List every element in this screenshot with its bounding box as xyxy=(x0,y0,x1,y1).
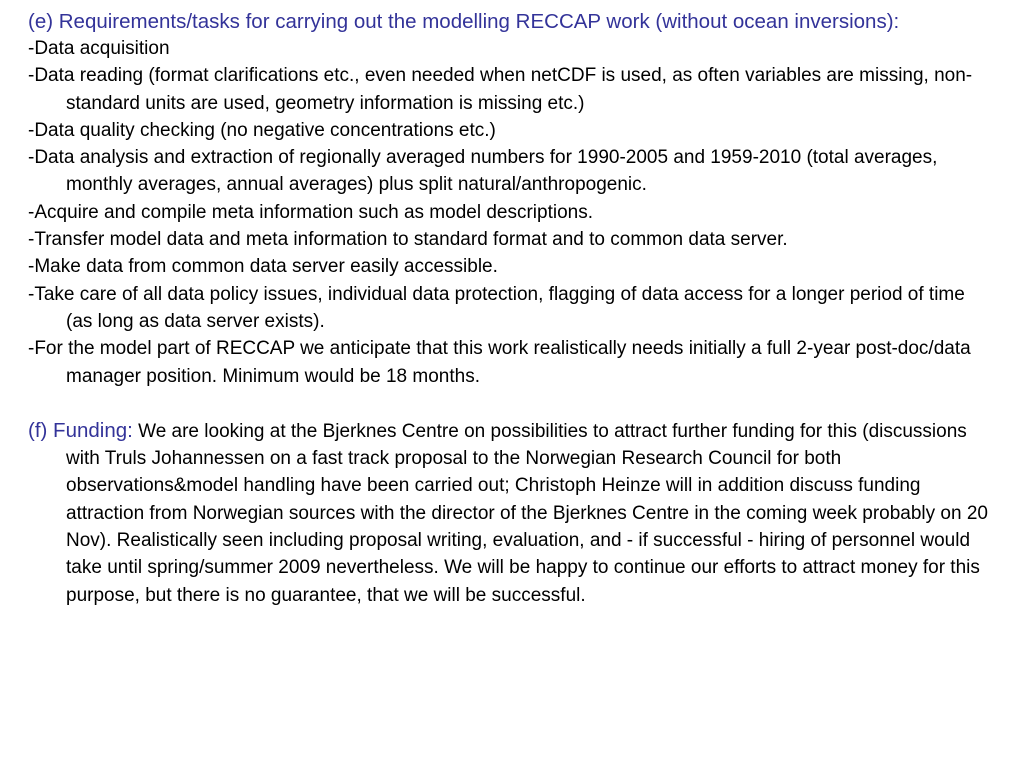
requirement-item: -Data quality checking (no negative concentrations etc.) xyxy=(28,119,496,141)
funding-text: We are looking at the Bjerknes Centre on possibilities to attract further funding for this (discussions with Truls Johannessen on a fast track proposal to the Norwegian Research Council for both observations&model handling have been carried out; Christoph Heinze will in addition discuss funding attraction from Norwegian sources with the director of the Bjerknes Centre in the coming week probably on 20 Nov). Realistically seen including proposal writing, evaluation, and - if successful - hiring of personnel would take until spring/summer 2009 nevertheless. We will be happy to continue our efforts to attract money for this purpose, but there is no guarantee, that we will be successful. xyxy=(66,420,988,606)
requirement-item: -Make data from common data server easily accessible. xyxy=(28,256,498,278)
requirement-item: -Acquire and compile meta information such as model descriptions. xyxy=(28,201,593,223)
requirement-item: -Data reading (format clarifications etc., even needed when netCDF is used, as often variables are missing, non-standard units are used, geometry information is missing etc.) xyxy=(28,65,973,114)
funding-paragraph xyxy=(28,417,996,609)
requirement-item: -For the model part of RECCAP we anticipate that this work realistically needs initially a full 2-year post-doc/data manager position. Minimum would be 18 months. xyxy=(28,338,971,387)
requirements-list xyxy=(28,35,996,390)
slide-content xyxy=(28,8,996,609)
requirement-item: -Data acquisition xyxy=(28,38,170,59)
requirement-item: -Transfer model data and meta information to standard format and to common data server. xyxy=(28,229,788,251)
section-e-heading: (e) Requirements/tasks for carrying out the modelling RECCAP work (without ocean inversions): xyxy=(28,10,900,33)
funding-label: (f) Funding: xyxy=(28,418,133,442)
section-spacer xyxy=(28,390,996,417)
requirement-item: -Take care of all data policy issues, individual data protection, flagging of data access for a longer period of time (as long as data server exists). xyxy=(28,283,965,332)
requirement-item: -Data analysis and extraction of regionally averaged numbers for 1990-2005 and 1959-2010 (total averages, monthly averages, annual averages) plus split natural/anthropogenic. xyxy=(28,147,938,196)
